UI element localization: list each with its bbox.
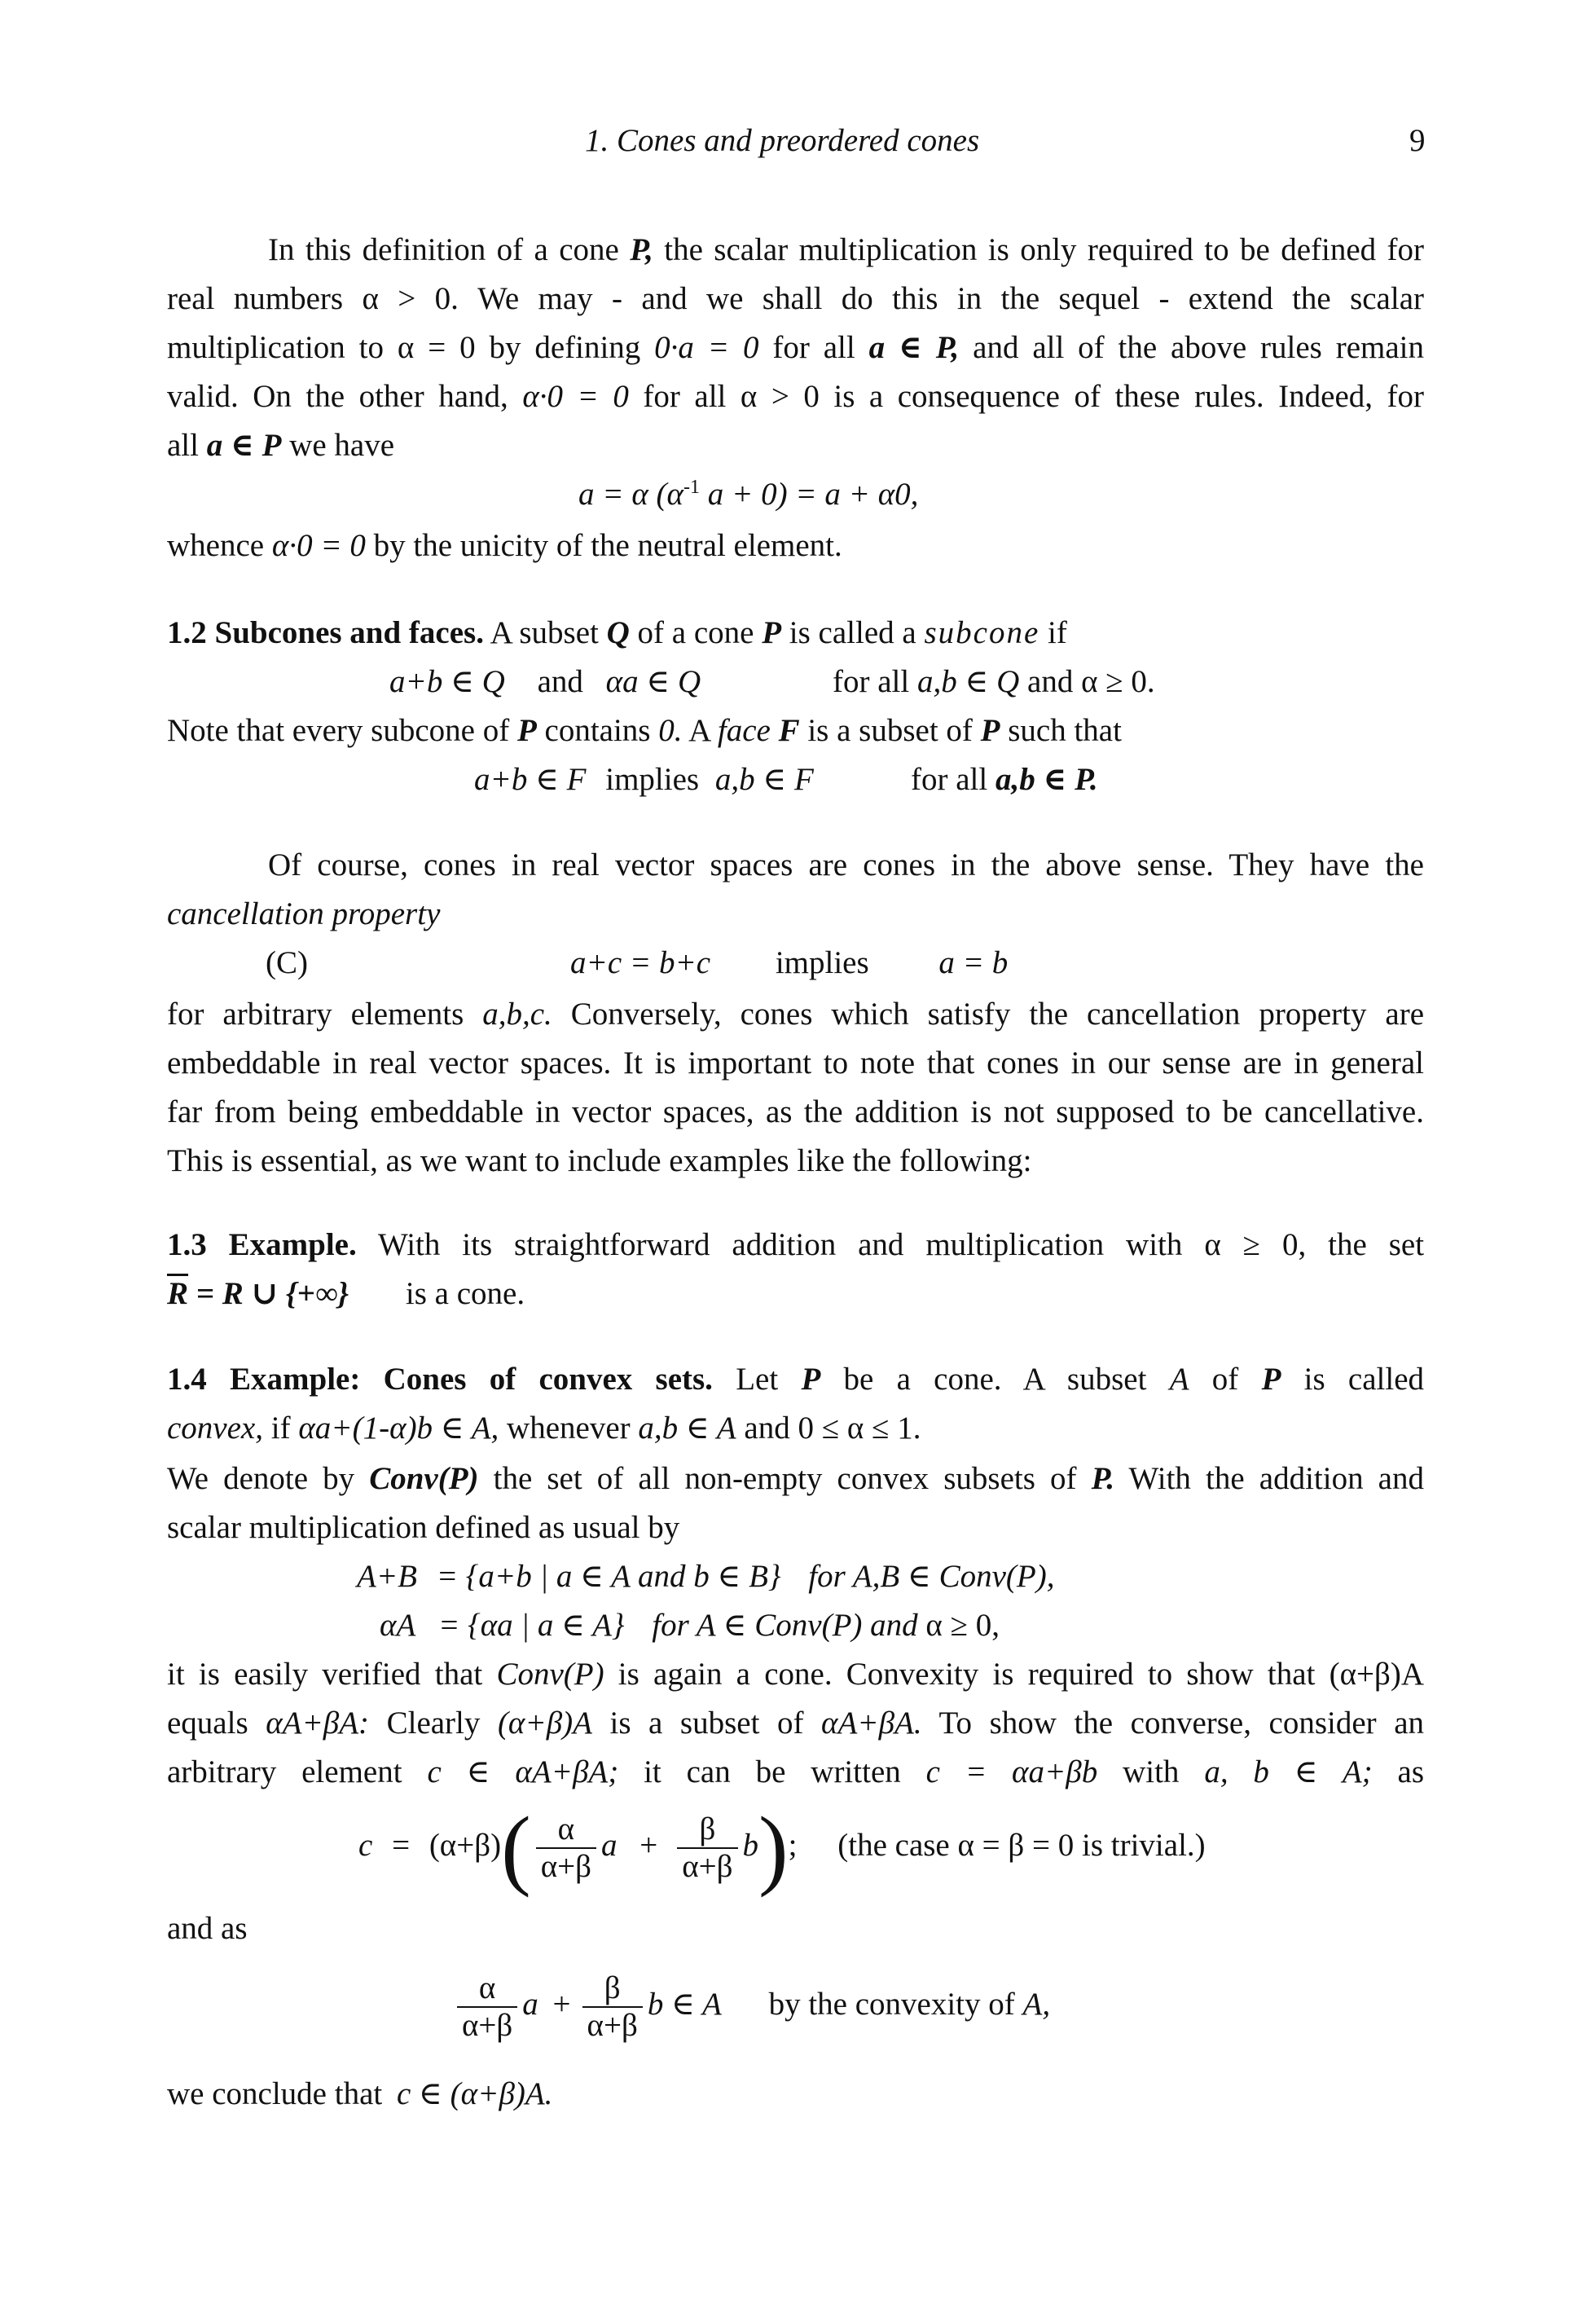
example-1-4-line-2 xyxy=(167,1408,921,1449)
running-title xyxy=(585,121,979,161)
text: is again a cone. Convexity is required to show that (α+β)A xyxy=(618,1657,1425,1692)
text: is a subset of xyxy=(807,713,973,748)
math: a xyxy=(522,1987,538,2022)
example-1-4-line-7 xyxy=(167,1654,1424,1695)
text: valid. On the other hand, xyxy=(167,379,508,414)
text: as xyxy=(1397,1754,1425,1789)
text: arbitrary element xyxy=(167,1754,402,1789)
fraction-numerator: β xyxy=(604,1970,621,2006)
running-title-text: 1. Cones and preordered cones xyxy=(585,123,980,158)
text: Conversely, cones which satisfy the cancellation property are xyxy=(570,997,1425,1032)
text: multiplication to xyxy=(167,330,385,365)
text: This is essential, as we want to include examples like the following: xyxy=(167,1143,1032,1178)
math: for A,B ∈ Conv(P), xyxy=(808,1559,1055,1594)
text: for all xyxy=(772,330,855,365)
text: and as xyxy=(167,1911,248,1946)
fraction-numerator: β xyxy=(699,1811,716,1847)
text: and xyxy=(1027,664,1074,699)
text: embeddable in real vector spaces. It is important to note that cones in our sense are in general xyxy=(167,1045,1424,1081)
text: (the case α = β = 0 is trivial.) xyxy=(837,1828,1206,1863)
text: Let xyxy=(736,1362,779,1397)
cancel-line-2 xyxy=(167,894,440,935)
text: With the addition and xyxy=(1128,1461,1424,1496)
text: and xyxy=(744,1411,790,1446)
cancel-line-6 xyxy=(167,1092,1424,1133)
text: is a cone. xyxy=(405,1276,525,1311)
math-extended-reals: $\overline{R}$ xyxy=(167,1276,189,1311)
section-heading: 1.4 Example: xyxy=(167,1362,361,1397)
cancel-line-4 xyxy=(167,994,1424,1035)
math: a+c = b+c xyxy=(570,945,711,980)
math: Conv(P) xyxy=(496,1657,604,1692)
text: real numbers xyxy=(167,281,344,316)
example-1-4-line-1 xyxy=(167,1359,1424,1400)
math: a = b xyxy=(938,945,1009,980)
intro-line-5 xyxy=(167,425,394,466)
math: P xyxy=(762,615,782,650)
math: a,b ∈ A xyxy=(638,1411,736,1446)
text: far from being embeddable in vector spaces, as the addition is not supposed to be cancellative. xyxy=(167,1094,1424,1129)
text: A subset xyxy=(490,615,599,650)
text: A xyxy=(688,713,710,748)
fraction-alpha xyxy=(457,1972,517,2042)
math: a, b ∈ A; xyxy=(1204,1754,1373,1789)
page-number-text: 9 xyxy=(1409,123,1426,158)
math: α = 0 xyxy=(397,330,476,365)
math: a ∈ P xyxy=(206,428,282,463)
fraction-beta xyxy=(677,1813,737,1883)
math: a,b ∈ Q xyxy=(916,664,1020,699)
text: whenever xyxy=(507,1411,631,1446)
cancellation-label xyxy=(266,943,308,984)
math: b xyxy=(742,1828,759,1863)
math-superscript: -1 xyxy=(683,477,700,498)
math: αA+βA: xyxy=(266,1706,370,1741)
fraction-alpha xyxy=(536,1813,596,1883)
left-paren-icon: ( xyxy=(501,1798,531,1899)
text: We denote by xyxy=(167,1461,355,1496)
math: a ∈ P, xyxy=(868,330,960,365)
math: α·0 = 0 xyxy=(271,528,366,563)
decomposition-equation xyxy=(358,1798,1206,1899)
text: by defining xyxy=(489,330,641,365)
scalar-multiple-definition xyxy=(380,1605,1000,1646)
intro-line-4 xyxy=(167,376,1424,417)
section-heading: 1.3 Example. xyxy=(167,1227,357,1262)
text: Clearly xyxy=(386,1706,481,1741)
math: α ≥ 0, xyxy=(1204,1227,1307,1262)
intro-display-equation xyxy=(578,474,918,515)
math: 0·a = 0 xyxy=(654,330,759,365)
text: the scalar multiplication is only required to be defined for xyxy=(664,232,1425,267)
text: equals xyxy=(167,1706,248,1741)
defined-term: face xyxy=(717,713,771,748)
math: P xyxy=(980,713,1000,748)
section-heading: 1.2 Subcones and faces. xyxy=(167,615,484,650)
text: With its straightforward addition and multiplication with xyxy=(377,1227,1183,1262)
example-1-4-line-3 xyxy=(167,1459,1424,1499)
text: implies xyxy=(775,945,869,980)
math: = {a+b | a ∈ A and b ∈ B} xyxy=(436,1559,781,1594)
text: if xyxy=(270,1411,291,1446)
conclusion-line xyxy=(167,2074,552,2115)
text: for arbitrary elements xyxy=(167,997,464,1032)
text: We may - and we shall do this in the sequel - extend the scalar xyxy=(477,281,1425,316)
cancel-line-5 xyxy=(167,1043,1424,1084)
text: whence xyxy=(167,528,265,563)
math: 0. xyxy=(658,713,683,748)
text: and xyxy=(537,664,583,699)
math: a,b ∈ P. xyxy=(995,762,1098,797)
fraction-numerator: α xyxy=(557,1811,575,1847)
math: P xyxy=(1261,1362,1281,1397)
math: (α+β)A xyxy=(497,1706,592,1741)
page-number xyxy=(1409,121,1426,161)
text: In this definition of a cone xyxy=(268,232,619,267)
defined-term: convex, xyxy=(167,1411,263,1446)
example-1-4-line-8 xyxy=(167,1703,1424,1744)
math: c xyxy=(358,1828,373,1863)
math: for A ∈ Conv(P) and xyxy=(652,1608,918,1643)
math: c ∈ (α+β)A. xyxy=(396,2076,553,2111)
math: ; xyxy=(788,1828,798,1863)
text: for all xyxy=(833,664,910,699)
math: c ∈ αA+βA; xyxy=(427,1754,619,1789)
and-as-line xyxy=(167,1908,248,1949)
math: A xyxy=(1169,1362,1189,1397)
text: is called xyxy=(1303,1362,1425,1397)
math: b ∈ A xyxy=(647,1987,722,2022)
fraction-denominator: α+β xyxy=(457,2006,517,2042)
example-1-4-line-9 xyxy=(167,1752,1424,1793)
fraction-denominator: α+β xyxy=(536,1847,596,1883)
math: a,b ∈ F xyxy=(714,762,814,797)
text: with xyxy=(1123,1754,1180,1789)
fraction-beta xyxy=(582,1972,643,2042)
minkowski-sum-definition xyxy=(357,1556,1054,1597)
text: it is easily verified that xyxy=(167,1657,483,1692)
text: we conclude that xyxy=(167,2076,383,2111)
text: is a consequence of these rules. Indeed, for xyxy=(833,379,1425,414)
text: is called a xyxy=(789,615,916,650)
text: by the unicity of the neutral element. xyxy=(373,528,842,563)
section-1-2-line-2 xyxy=(167,711,1122,751)
math: = {αa | a ∈ A} xyxy=(438,1608,625,1643)
text: Of course, cones in real vector spaces are cones in the above sense. They have the xyxy=(268,847,1424,883)
math: α > 0. xyxy=(362,281,459,316)
example-1-3-line-1 xyxy=(167,1225,1424,1265)
text: it can be written xyxy=(644,1754,901,1789)
right-paren-icon: ) xyxy=(758,1798,789,1899)
math: P xyxy=(801,1362,821,1397)
subcone-definition xyxy=(389,662,701,702)
intro-line-2 xyxy=(167,279,1424,319)
face-definition xyxy=(474,759,814,800)
text: contains xyxy=(544,713,651,748)
text: such that xyxy=(1008,713,1122,748)
math: αa ∈ Q xyxy=(605,664,701,699)
convexity-equation xyxy=(452,1960,1050,2049)
text: is a subset of xyxy=(609,1706,804,1741)
text: by the convexity of xyxy=(768,1987,1015,2022)
intro-line-3 xyxy=(167,328,1424,368)
math: = xyxy=(392,1828,411,1863)
math: F xyxy=(778,713,800,748)
text: be a cone. A subset xyxy=(843,1362,1147,1397)
text: Note that every subcone of xyxy=(167,713,510,748)
math: a+b ∈ F xyxy=(474,762,587,797)
math: αA xyxy=(380,1608,416,1643)
math: α·0 = 0 xyxy=(522,379,629,414)
defined-term: cancellation property xyxy=(167,896,441,931)
section-heading: Cones of convex sets. xyxy=(383,1362,713,1397)
math: α ≥ 0, xyxy=(925,1608,1000,1643)
subcone-definition-quantifier xyxy=(833,662,1155,702)
section-1-2-line-1 xyxy=(167,613,1067,654)
math: = R ∪ {+∞} xyxy=(196,1276,349,1311)
math: αA+βA. xyxy=(820,1706,922,1741)
math: a+b ∈ Q xyxy=(389,664,505,699)
cancel-line-7 xyxy=(167,1141,1031,1182)
math: + xyxy=(639,1828,658,1863)
math: c = αa+βb xyxy=(925,1754,1098,1789)
math: (α+β) xyxy=(429,1828,502,1863)
intro-line-7 xyxy=(167,526,842,566)
text: for all xyxy=(911,762,988,797)
math: αa+(1-α)b ∈ A, xyxy=(298,1411,499,1446)
math: α > 0 xyxy=(740,379,820,414)
text: scalar multiplication defined as usual by xyxy=(167,1510,680,1545)
math: P, xyxy=(630,232,653,267)
face-definition-quantifier xyxy=(911,759,1098,800)
math: + xyxy=(552,1987,571,2022)
text: if xyxy=(1048,615,1067,650)
example-1-4-line-4 xyxy=(167,1508,679,1548)
text: To show the converse, consider an xyxy=(938,1706,1425,1741)
equation-label: (C) xyxy=(266,945,308,980)
text: for all xyxy=(643,379,727,414)
text: we have xyxy=(289,428,395,463)
math: Conv(P) xyxy=(369,1461,479,1496)
cancellation-equation xyxy=(570,943,1008,984)
fraction-denominator: α+β xyxy=(582,2006,643,2042)
math: a = α (α xyxy=(578,477,683,512)
example-1-3-line-2 xyxy=(167,1274,525,1314)
math: Q xyxy=(606,615,630,650)
defined-term: subcone xyxy=(924,615,1040,650)
text: the set xyxy=(1328,1227,1425,1262)
text: implies xyxy=(605,762,700,797)
math: a + 0) = a + α0, xyxy=(707,477,919,512)
math: a xyxy=(600,1828,618,1863)
text: of a cone xyxy=(637,615,754,650)
math: P. xyxy=(1091,1461,1115,1496)
fraction-denominator: α+β xyxy=(677,1847,737,1883)
fraction-numerator: α xyxy=(478,1970,496,2006)
text: and all of the above rules remain xyxy=(973,330,1425,365)
math: α ≥ 0. xyxy=(1081,664,1155,699)
math: A, xyxy=(1022,1987,1051,2022)
math: P xyxy=(516,713,537,748)
text: of xyxy=(1211,1362,1239,1397)
text: all xyxy=(167,428,199,463)
math: A+B xyxy=(357,1559,417,1594)
math: a,b,c. xyxy=(482,997,552,1032)
text: the set of all non-empty convex subsets of xyxy=(493,1461,1077,1496)
math: 0 ≤ α ≤ 1. xyxy=(798,1411,921,1446)
cancel-line-1 xyxy=(167,845,1424,886)
intro-line-1 xyxy=(167,230,1424,271)
